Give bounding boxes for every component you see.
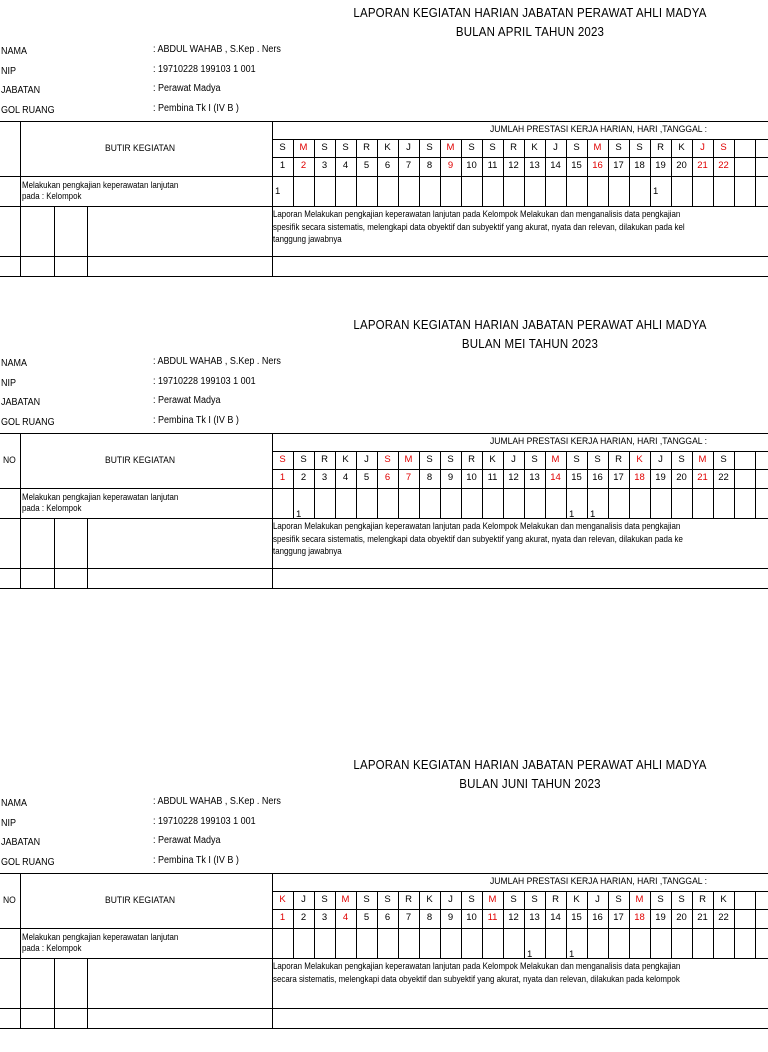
day-letter: S (384, 894, 391, 905)
date-number: 5 (363, 912, 370, 923)
date-number: 3 (321, 472, 328, 483)
table-rule (0, 568, 768, 569)
date-number: 16 (592, 912, 603, 923)
info-label-nama: NAMA (1, 46, 28, 57)
day-letter: S (342, 142, 349, 153)
date-number: 6 (384, 472, 391, 483)
activity-line: pada : Kelompok (22, 943, 82, 953)
info-value-nip: : 19710228 199103 1 001 (153, 64, 256, 75)
report-title: LAPORAN KEGIATAN HARIAN JABATAN PERAWAT AHLI MADYA (353, 318, 707, 332)
date-number: 8 (426, 160, 433, 171)
date-number: 4 (342, 472, 349, 483)
table-rule (272, 451, 768, 452)
table-rule (0, 518, 768, 519)
table-rule (0, 256, 768, 257)
table-rule (87, 518, 88, 588)
day-letter: J (511, 454, 516, 465)
day-letter: M (341, 894, 350, 905)
day-letter: R (321, 454, 328, 465)
info-label-jabatan: JABATAN (1, 85, 41, 96)
day-letter: M (551, 454, 560, 465)
date-number: 12 (508, 160, 519, 171)
report-month: BULAN JUNI TAHUN 2023 (459, 777, 601, 791)
day-letter: K (678, 142, 685, 153)
info-label-nip: NIP (1, 378, 17, 389)
day-letter: R (405, 894, 412, 905)
day-letter: M (404, 454, 413, 465)
info-label-nip: NIP (1, 66, 17, 77)
date-number: 19 (655, 472, 666, 483)
date-number: 2 (300, 160, 307, 171)
table-rule (755, 139, 756, 206)
description-line: secara sistematis, melengkapi data obyektif dan subyektif yang akurat, nyata dan relevan, dilakukan pada kelompok (273, 973, 680, 984)
date-number: 20 (676, 912, 687, 923)
activity-line: pada : Kelompok (22, 191, 82, 201)
day-letter: S (657, 894, 664, 905)
info-value-gol: : Pembina Tk I (IV B ) (153, 415, 239, 426)
table-rule (0, 488, 768, 489)
date-number: 21 (697, 160, 708, 171)
description-line: tanggung jawabnya (273, 234, 342, 244)
day-letter: S (300, 454, 307, 465)
description-line: Laporan Melakukan pengkajian keperawatan lanjutan pada Kelompok Melakukan dan menganalisis data pengkajian (273, 209, 681, 219)
info-value-nama: : ABDUL WAHAB , S.Kep . Ners (153, 796, 281, 807)
date-number: 17 (613, 912, 624, 923)
date-number: 9 (447, 912, 454, 923)
info-value-jabatan: : Perawat Madya (153, 835, 221, 846)
date-number: 10 (466, 912, 477, 923)
description-block (272, 960, 768, 1008)
jumlah-header: JUMLAH PRESTASI KERJA HARIAN, HARI ,TANGGAL : (490, 436, 707, 447)
description-block (272, 208, 768, 256)
date-number: 9 (447, 160, 454, 171)
table-rule (272, 909, 768, 910)
day-letter: K (342, 454, 349, 465)
day-letter: M (593, 142, 602, 153)
info-label-jabatan: JABATAN (1, 397, 41, 408)
date-number: 21 (697, 472, 708, 483)
date-number: 18 (634, 160, 645, 171)
date-number: 20 (676, 472, 687, 483)
table-rule (272, 469, 768, 470)
daily-count: 1 (296, 509, 302, 520)
date-number: 5 (363, 160, 370, 171)
day-letter: J (595, 894, 600, 905)
table-rule (0, 433, 768, 434)
day-letter: S (468, 894, 475, 905)
info-value-nama: : ABDUL WAHAB , S.Kep . Ners (153, 44, 281, 55)
jumlah-header: JUMLAH PRESTASI KERJA HARIAN, HARI ,TANGGAL : (490, 124, 707, 135)
activity-line: pada : Kelompok (22, 503, 82, 513)
table-rule (87, 206, 88, 276)
day-letter: R (363, 142, 370, 153)
day-letter: M (488, 894, 497, 905)
date-number: 7 (405, 912, 412, 923)
info-value-nama: : ABDUL WAHAB , S.Kep . Ners (153, 356, 281, 367)
date-number: 12 (508, 472, 519, 483)
day-letter: K (384, 142, 391, 153)
info-label-nama: NAMA (1, 358, 28, 369)
date-number: 4 (342, 160, 349, 171)
butir-header: BUTIR KEGIATAN (105, 143, 176, 154)
day-letter: S (363, 894, 370, 905)
date-number: 19 (655, 160, 666, 171)
date-number: 15 (571, 912, 582, 923)
day-letter: R (699, 894, 706, 905)
date-number: 13 (529, 160, 540, 171)
table-rule (0, 121, 768, 122)
info-label-gol: GOL RUANG (1, 857, 55, 868)
day-letter: S (384, 454, 391, 465)
no-header: NO (3, 455, 16, 466)
day-letter: S (594, 454, 601, 465)
table-rule (0, 958, 768, 959)
description-line: Laporan Melakukan pengkajian keperawatan lanjutan pada Kelompok Melakukan dan menganalisis data pengkajian (273, 961, 681, 971)
day-letter: K (279, 894, 286, 905)
butir-header: BUTIR KEGIATAN (105, 895, 176, 906)
day-letter: S (489, 142, 496, 153)
info-value-gol: : Pembina Tk I (IV B ) (153, 855, 239, 866)
jumlah-header: JUMLAH PRESTASI KERJA HARIAN, HARI ,TANGGAL : (490, 876, 707, 887)
date-number: 22 (718, 912, 729, 923)
table-rule (0, 176, 768, 177)
daily-count: 1 (275, 186, 281, 197)
table-rule (734, 891, 735, 958)
table-rule (272, 157, 768, 158)
day-letter: S (615, 142, 622, 153)
day-letter: S (321, 142, 328, 153)
monthly-report (0, 312, 768, 612)
table-rule (272, 139, 768, 140)
date-number: 15 (571, 160, 582, 171)
date-number: 18 (634, 472, 645, 483)
table-rule (87, 958, 88, 1028)
day-letter: S (720, 142, 727, 153)
report-month: BULAN MEI TAHUN 2023 (461, 337, 599, 351)
date-number: 1 (279, 912, 286, 923)
info-label-gol: GOL RUANG (1, 417, 55, 428)
day-letter: S (468, 142, 475, 153)
date-number: 3 (321, 912, 328, 923)
day-letter: J (406, 142, 411, 153)
date-number: 14 (550, 912, 561, 923)
date-number: 10 (466, 160, 477, 171)
day-letter: S (636, 142, 643, 153)
date-number: 4 (342, 912, 349, 923)
description-line: tanggung jawabnya (273, 546, 342, 556)
day-letter: J (700, 142, 705, 153)
table-rule (20, 121, 21, 276)
day-letter: R (510, 142, 517, 153)
daily-count: 1 (527, 949, 533, 960)
info-label-jabatan: JABATAN (1, 837, 41, 848)
day-letter: K (426, 894, 433, 905)
table-rule (755, 891, 756, 958)
date-number: 11 (487, 912, 498, 923)
date-number: 13 (529, 472, 540, 483)
day-letter: M (635, 894, 644, 905)
monthly-report (0, 752, 768, 1052)
day-letter: K (720, 894, 727, 905)
report-title: LAPORAN KEGIATAN HARIAN JABATAN PERAWAT AHLI MADYA (353, 6, 707, 20)
daily-count: 1 (569, 509, 575, 520)
day-letter: J (448, 894, 453, 905)
date-number: 6 (384, 160, 391, 171)
date-number: 17 (613, 160, 624, 171)
date-number: 2 (300, 912, 307, 923)
date-number: 21 (697, 912, 708, 923)
table-rule (734, 451, 735, 518)
date-number: 6 (384, 912, 391, 923)
date-number: 1 (279, 160, 286, 171)
info-value-jabatan: : Perawat Madya (153, 83, 221, 94)
date-number: 14 (550, 472, 561, 483)
table-rule (0, 928, 768, 929)
date-number: 7 (405, 160, 412, 171)
date-number: 5 (363, 472, 370, 483)
date-number: 9 (447, 472, 454, 483)
day-letter: R (657, 142, 664, 153)
table-rule (20, 433, 21, 588)
date-number: 12 (508, 912, 519, 923)
table-rule (0, 1008, 768, 1009)
date-number: 11 (487, 160, 498, 171)
date-number: 14 (550, 160, 561, 171)
daily-count: 1 (569, 949, 575, 960)
info-label-nama: NAMA (1, 798, 28, 809)
description-line: Laporan Melakukan pengkajian keperawatan lanjutan pada Kelompok Melakukan dan menganalisis data pengkajian (273, 521, 681, 531)
activity-line: Melakukan pengkajian keperawatan lanjutan (22, 180, 179, 190)
day-letter: S (531, 894, 538, 905)
report-month: BULAN APRIL TAHUN 2023 (455, 25, 605, 39)
date-number: 13 (529, 912, 540, 923)
daily-count: 1 (653, 186, 659, 197)
info-value-nip: : 19710228 199103 1 001 (153, 376, 256, 387)
day-letter: S (573, 142, 580, 153)
no-header: NO (3, 895, 16, 906)
description-line: spesifik secara sistematis, melengkapi data obyektif dan subyektif yang akurat, nyata dan relevan, dilakukan pada ke (273, 533, 683, 544)
day-letter: R (615, 454, 622, 465)
day-letter: M (446, 142, 455, 153)
day-letter: R (552, 894, 559, 905)
day-letter: K (531, 142, 538, 153)
info-label-nip: NIP (1, 818, 17, 829)
day-letter: J (553, 142, 558, 153)
day-letter: S (531, 454, 538, 465)
table-rule (0, 206, 768, 207)
date-number: 8 (426, 472, 433, 483)
day-letter: S (510, 894, 517, 905)
daily-count: 1 (590, 509, 596, 520)
day-letter: M (299, 142, 308, 153)
day-letter: S (573, 454, 580, 465)
day-letter: K (573, 894, 580, 905)
activity-line: Melakukan pengkajian keperawatan lanjutan (22, 492, 179, 502)
info-value-gol: : Pembina Tk I (IV B ) (153, 103, 239, 114)
butir-header: BUTIR KEGIATAN (105, 455, 176, 466)
date-number: 15 (571, 472, 582, 483)
table-rule (734, 139, 735, 206)
day-letter: K (636, 454, 643, 465)
day-letter: S (279, 142, 286, 153)
date-number: 18 (634, 912, 645, 923)
day-letter: S (678, 894, 685, 905)
info-value-nip: : 19710228 199103 1 001 (153, 816, 256, 827)
day-letter: S (426, 142, 433, 153)
date-number: 3 (321, 160, 328, 171)
date-number: 7 (405, 472, 412, 483)
monthly-report (0, 0, 768, 300)
date-number: 1 (279, 472, 286, 483)
table-rule (54, 958, 55, 1028)
date-number: 20 (676, 160, 687, 171)
date-number: 22 (718, 160, 729, 171)
day-letter: S (615, 894, 622, 905)
date-number: 11 (487, 472, 498, 483)
date-number: 17 (613, 472, 624, 483)
day-letter: S (678, 454, 685, 465)
day-letter: M (698, 454, 707, 465)
table-rule (20, 873, 21, 1028)
date-number: 22 (718, 472, 729, 483)
description-line: spesifik secara sistematis, melengkapi data obyektif dan subyektif yang akurat, nyata dan relevan, dilakukan pada kel (273, 221, 685, 232)
day-letter: K (489, 454, 496, 465)
day-letter: S (447, 454, 454, 465)
table-rule (54, 518, 55, 588)
date-number: 8 (426, 912, 433, 923)
table-rule (0, 873, 768, 874)
description-block (272, 520, 768, 568)
info-value-jabatan: : Perawat Madya (153, 395, 221, 406)
table-rule (755, 451, 756, 518)
date-number: 2 (300, 472, 307, 483)
report-title: LAPORAN KEGIATAN HARIAN JABATAN PERAWAT AHLI MADYA (353, 758, 707, 772)
table-rule (0, 588, 768, 589)
day-letter: S (426, 454, 433, 465)
day-letter: S (279, 454, 286, 465)
date-number: 10 (466, 472, 477, 483)
day-letter: J (658, 454, 663, 465)
table-rule (272, 891, 768, 892)
day-letter: S (321, 894, 328, 905)
day-letter: J (364, 454, 369, 465)
info-label-gol: GOL RUANG (1, 105, 55, 116)
table-rule (0, 1028, 768, 1029)
date-number: 16 (592, 160, 603, 171)
table-rule (54, 206, 55, 276)
table-rule (0, 276, 768, 277)
day-letter: R (468, 454, 475, 465)
date-number: 16 (592, 472, 603, 483)
date-number: 19 (655, 912, 666, 923)
activity-line: Melakukan pengkajian keperawatan lanjutan (22, 932, 179, 942)
day-letter: S (720, 454, 727, 465)
day-letter: J (301, 894, 306, 905)
